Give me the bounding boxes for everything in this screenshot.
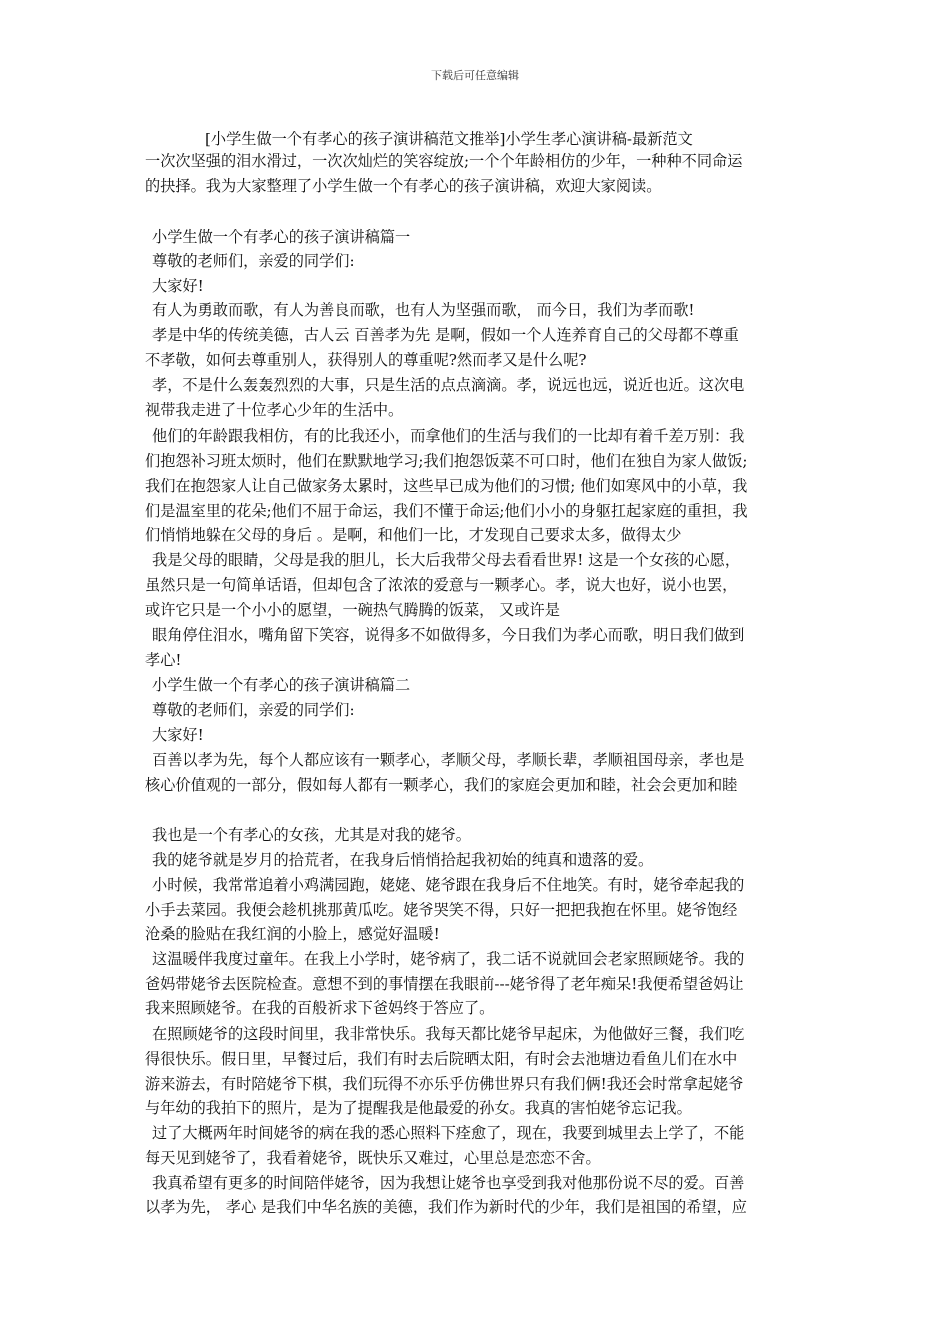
document-title: [小学生做一个有孝心的孩子演讲稿范文推举]小学生孝心演讲稿-最新范文: [205, 130, 693, 148]
paragraph-line: 尊敬的老师们，亲爱的同学们:: [152, 252, 355, 270]
paragraph-line: 这温暖伴我度过童年。在我上小学时，姥爷病了，我二话不说就回会老家照顾姥爷。我的: [152, 950, 745, 968]
paragraph-line: 尊敬的老师们，亲爱的同学们:: [152, 701, 355, 719]
paragraph-line: 孝心!: [145, 651, 182, 669]
paragraph-line: 游来游去，有时陪姥爷下棋，我们玩得不亦乐乎仿佛世界只有我们俩!我还会时常拿起姥爷: [145, 1075, 744, 1093]
paragraph-line: 在照顾姥爷的这段时间里，我非常快乐。我每天都比姥爷早起床，为他做好三餐，我们吃: [152, 1025, 745, 1043]
paragraph-line: 孝，不是什么轰轰烈烈的大事，只是生活的点点滴滴。孝，说远也远，说近也近。这次电: [152, 376, 745, 394]
paragraph-line: 不孝敬，如何去尊重别人，获得别人的尊重呢?然而孝又是什么呢?: [145, 351, 587, 369]
paragraph-line: 以孝为先， 孝心 是我们中华名族的美德，我们作为新时代的少年，我们是祖国的希望，应: [145, 1198, 747, 1216]
paragraph-line: 或许它只是一个小小的愿望，一碗热气腾腾的饭菜， 又或许是: [145, 601, 560, 619]
header-note: 下载后可任意编辑: [431, 69, 519, 82]
paragraph-line: 大家好!: [152, 277, 204, 295]
paragraph-line: 我也是一个有孝心的女孩，尤其是对我的姥爷。: [152, 826, 471, 844]
paragraph-line: 过了大概两年时间姥爷的病在我的悉心照料下痊愈了，现在，我要到城里去上学了，不能: [152, 1124, 745, 1142]
paragraph-line: 我来照顾姥爷。在我的百般祈求下爸妈终于答应了。: [145, 999, 495, 1017]
paragraph-line: 小手去菜园。我便会趁机挑那黄瓜吃。姥爷哭笑不得，只好一把把我抱在怀里。姥爷饱经: [145, 901, 738, 919]
paragraph-line: 的抉择。我为大家整理了小学生做一个有孝心的孩子演讲稿，欢迎大家阅读。: [145, 177, 662, 195]
paragraph-line: 视带我走进了十位孝心少年的生活中。: [145, 401, 404, 419]
paragraph-line: 与年幼的我拍下的照片，是为了提醒我是他最爱的孙女。我真的害怕姥爷忘记我。: [145, 1099, 692, 1117]
paragraph-line: 核心价值观的一部分，假如每人都有一颗孝心，我们的家庭会更加和睦，社会会更加和睦: [145, 776, 738, 794]
paragraph-line: 我的姥爷就是岁月的拾荒者，在我身后悄悄拾起我初始的纯真和遗落的爱。: [152, 851, 654, 869]
paragraph-line: 孝是中华的传统美德，古人云 百善孝为先 是啊，假如一个人连养育自己的父母都不尊重: [152, 326, 739, 344]
paragraph-line: 百善以孝为先，每个人都应该有一颗孝心，孝顺父母，孝顺长辈，孝顺祖国母亲，孝也是: [152, 751, 745, 769]
paragraph-line: 得很快乐。假日里，早餐过后，我们有时去后院晒太阳，有时会去池塘边看鱼儿们在水中: [145, 1050, 738, 1068]
paragraph-line: 沧桑的脸贴在我红润的小脸上，感觉好温暖!: [145, 925, 440, 943]
paragraph-line: 们是温室里的花朵;他们不屈于命运，我们不懂于命运;他们小小的身躯扛起家庭的重担，我: [145, 502, 748, 520]
paragraph-line: 爸妈带姥爷去医院检查。意想不到的事情摆在我眼前---姥爷得了老年痴呆!我便希望爸妈让: [145, 975, 744, 993]
section-heading: 小学生做一个有孝心的孩子演讲稿篇一: [152, 228, 411, 246]
paragraph-line: 有人为勇敢而歌，有人为善良而歌，也有人为坚强而歌， 而今日，我们为孝而歌!: [152, 301, 695, 319]
paragraph-line: 眼角停住泪水，嘴角留下笑容，说得多不如做得多，今日我们为孝心而歌，明日我们做到: [152, 626, 745, 644]
paragraph-line: 我是父母的眼睛，父母是我的胆儿，长大后我带父母去看看世界! 这是一个女孩的心愿，: [152, 551, 741, 569]
paragraph-line: 们抱怨补习班太烦时，他们在默默地学习;我们抱怨饭菜不可口时，他们在独自为家人做饭;: [145, 452, 748, 470]
paragraph-line: 一次次坚强的泪水滑过，一次次灿烂的笑容绽放;一个个年龄相仿的少年，一种种不同命运: [145, 152, 743, 170]
paragraph-line: 他们的年龄跟我相仿，有的比我还小，而拿他们的生活与我们的一比却有着千差万别：我: [152, 427, 745, 445]
paragraph-line: 小时候，我常常追着小鸡满园跑，姥姥、姥爷跟在我身后不住地笑。有时，姥爷牵起我的: [152, 876, 745, 894]
paragraph-line: 大家好!: [152, 726, 204, 744]
section-heading: 小学生做一个有孝心的孩子演讲稿篇二: [152, 676, 411, 694]
paragraph-line: 虽然只是一句简单话语，但却包含了浓浓的爱意与一颗孝心。孝，说大也好，说小也罢，: [145, 576, 738, 594]
paragraph-line: 每天见到姥爷了，我看着姥爷，既快乐又难过，心里总是恋恋不舍。: [145, 1149, 601, 1167]
paragraph-line: 我真希望有更多的时间陪伴姥爷，因为我想让姥爷也享受到我对他那份说不尽的爱。百善: [152, 1174, 745, 1192]
paragraph-line: 们悄悄地躲在父母的身后 。是啊，和他们一比，才发现自己要求太多，做得太少: [145, 526, 682, 544]
paragraph-line: 我们在抱怨家人让自己做家务太累时，这些早已成为他们的习惯; 他们如寒风中的小草，我: [145, 477, 748, 495]
